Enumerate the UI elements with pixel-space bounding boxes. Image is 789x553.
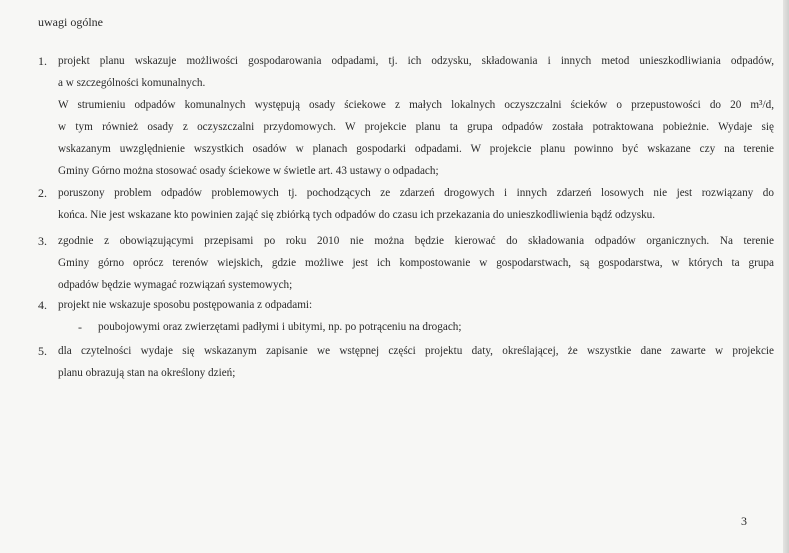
item-line: wskazanym uwzględnienie wszystkich osadów w planach gospodarki odpadami. W projekcie planu powinno być wskazane czy na terenie bbox=[58, 143, 774, 155]
item-line: W strumieniu odpadów komunalnych występują osady ściekowe z małych lokalnych oczyszczalni ścieków o przepustowości do 20 m³/d, bbox=[58, 99, 774, 111]
sub-item-dash: - bbox=[78, 320, 82, 334]
item-line: projekt planu wskazuje możliwości gospodarowania odpadami, tj. ich odzysku, składowania i innych metod unieszkodliwiania odpadów, bbox=[58, 55, 774, 67]
page-number: 3 bbox=[741, 514, 747, 528]
item-line: dla czytelności wydaje się wskazanym zapisanie we wstępnej części projektu daty, określającej, że wszystkie dane zawarte w projekcie bbox=[58, 345, 774, 357]
sub-item-text: poubojowymi oraz zwierzętami padłymi i ubitymi, np. po potrąceniu na drogach; bbox=[98, 321, 462, 333]
item-number: 1. bbox=[38, 54, 47, 68]
item-line: Gminy górno oprócz terenów wiejskich, gdzie możliwe jest ich kompostowanie w gospodarstwach, są gospodarstwa, w których ta grupa bbox=[58, 257, 774, 269]
item-line: planu obrazują stan na określony dzień; bbox=[58, 367, 236, 379]
item-line: w tym również osady z oczyszczalni przydomowych. W projekcie planu ta grupa odpadów została potraktowana pobieżnie. Wydaje się bbox=[58, 121, 774, 133]
item-number: 5. bbox=[38, 344, 47, 358]
item-line: zgodnie z obowiązującymi przepisami po roku 2010 nie można będzie kierować do składowania odpadów organicznych. Na terenie bbox=[58, 235, 774, 247]
scan-edge-shadow bbox=[783, 0, 789, 553]
item-line: projekt nie wskazuje sposobu postępowania z odpadami: bbox=[58, 299, 313, 311]
item-line: poruszony problem odpadów problemowych tj. pochodzących ze zdarzeń drogowych i innych zdarzeń losowych nie jest rozwiązany do bbox=[58, 187, 774, 199]
item-number: 2. bbox=[38, 186, 47, 200]
item-number: 3. bbox=[38, 234, 47, 248]
item-line: końca. Nie jest wskazane kto powinien zająć się zbiórką tych odpadów do czasu ich przekazania do unieszkodliwienia bądź odzysku. bbox=[58, 209, 656, 221]
item-line: odpadów będzie wymagać rozwiązań systemowych; bbox=[58, 279, 293, 291]
item-line: Gminy Górno można stosować osady ściekowe w świetle art. 43 ustawy o odpadach; bbox=[58, 165, 439, 177]
item-line: a w szczególności komunalnych. bbox=[58, 77, 206, 89]
item-number: 4. bbox=[38, 298, 47, 312]
section-heading: uwagi ogólne bbox=[38, 15, 103, 29]
